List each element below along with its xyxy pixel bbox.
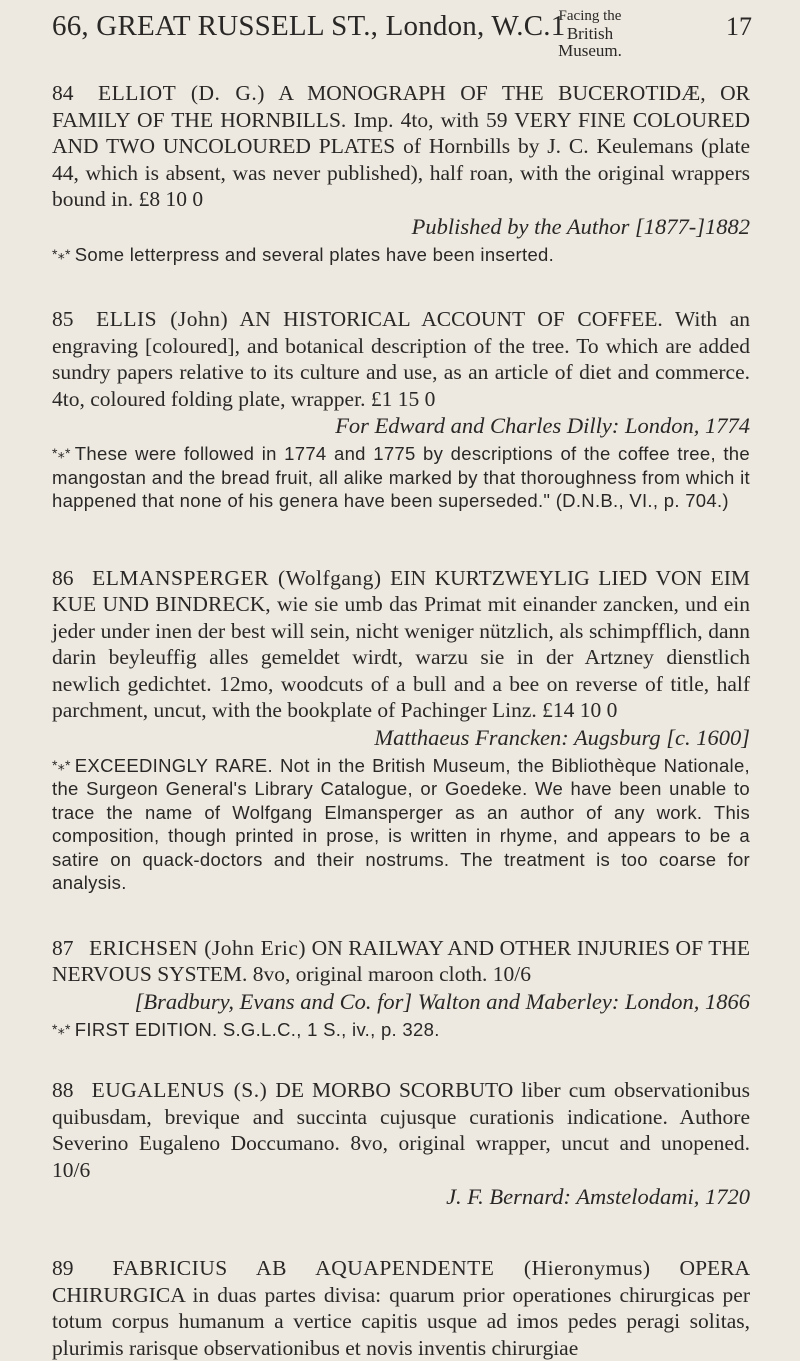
note-marker: *⁎* — [52, 756, 71, 773]
catalogue-entry — [52, 1255, 750, 1361]
entry-number: 86 — [52, 565, 74, 590]
note-marker: *⁎* — [52, 245, 71, 262]
header-address: 66, GREAT RUSSELL ST., London, W.C.1 — [52, 10, 566, 42]
entry-author: ELLIS (John) — [96, 307, 229, 331]
entry-body: AN HISTORICAL ACCOUNT OF COFFEE. With an engraving [coloured], and botanical description of the tree. To which are added sundry papers relative to its culture and use, as an article of diet and commerce. 4to, coloured folding plate, wrapper. £1 15 0 — [52, 307, 751, 411]
entry-imprint: For Edward and Charles Dilly: London, 1774 — [335, 413, 750, 438]
entry-body: DE MORBO SCORBUTO liber cum observationibus quibusdam, brevique and succinta cujusque curationis indicatione. Authore Severino Eugaleno Doccumano. 8vo, original wrapper, uncut and unopened. 10/6 — [52, 1078, 750, 1182]
note-text: EXCEEDINGLY RARE. Not in the British Museum, the Bibliothèque Nationale, the Surgeon General's Library Catalogue, or Goedeke. We have been unable to trace the name of Wolfgang Elmansperger as an author of any work. This composition, though printed in prose, is written in rhyme, and appears to be a satire on quack-doctors and their nostrums. The treatment is too coarse for analysis. — [52, 754, 750, 893]
entry-number: 84 — [52, 81, 74, 105]
catalogue-entry — [52, 1077, 750, 1211]
entry-imprint: Published by the Author [1877-]1882 — [411, 213, 750, 239]
entry-body: OPERA CHIRURGICA in duas partes divisa: quarum prior operationes chirurgicas per totum corpus humanum a vertice capitis usque ad imos pedes peragi solitas, plurimis rarisque observationibus et novis inventis chirurgiae — [52, 1256, 751, 1360]
entry-body: A MONOGRAPH OF THE BUCEROTIDÆ, OR FAMILY OF THE HORNBILLS. Imp. 4to, with 59 VERY FINE COLOURED AND TWO UNCOLOURED PLATES of Hornbills by J. C. Keulemans (plate 44, which is absent, was never published), half roan, with the original wrappers bound in. £8 10 0 — [52, 81, 751, 211]
entry-author: FABRICIUS AB AQUAPENDENTE (Hieronymus) — [112, 1256, 651, 1280]
entry-number: 89 — [52, 1256, 74, 1280]
entry-author: ELLIOT (D. G.) — [98, 81, 265, 105]
entry-author: ELMANSPERGER (Wolfgang) — [92, 565, 382, 590]
entry-number: 88 — [52, 1078, 74, 1102]
entry-note — [52, 442, 750, 513]
catalogue-entry — [52, 306, 750, 513]
page-number: 17 — [726, 12, 752, 41]
note-marker: *⁎* — [52, 1020, 71, 1037]
entry-note — [52, 1018, 750, 1042]
facing-line-2: British Museum. — [558, 24, 622, 60]
entry-imprint: [Bradbury, Evans and Co. for] Walton and Maberley: London, 1866 — [134, 988, 750, 1014]
catalogue-entry — [52, 935, 750, 1042]
header-facing-note — [540, 8, 640, 59]
catalogue-entry — [52, 80, 750, 266]
entry-number: 85 — [52, 307, 74, 331]
entry-note — [52, 243, 750, 267]
entry-body: ON RAILWAY AND OTHER INJURIES OF THE NERVOUS SYSTEM. 8vo, original maroon cloth. 10/6 — [52, 935, 751, 986]
page-header — [0, 0, 800, 80]
note-marker: *⁎* — [52, 445, 71, 461]
entry-imprint: Matthaeus Francken: Augsburg [c. 1600] — [374, 724, 750, 750]
facing-line-1: Facing the — [558, 8, 622, 24]
entry-author: ERICHSEN (John Eric) — [89, 935, 307, 960]
entry-note — [52, 754, 750, 895]
note-text: These were followed in 1774 and 1775 by descriptions of the coffee tree, the mangostan and the bread fruit, all alike marked by that thoroughness from which it happened that none of his genera have been superseded." (D.N.B., VI., p. 704.) — [52, 443, 750, 511]
note-text: Some letterpress and several plates have been inserted. — [74, 243, 555, 265]
catalogue-entry — [52, 565, 750, 895]
note-text: FIRST EDITION. S.G.L.C., 1 S., iv., p. 328. — [74, 1018, 440, 1040]
entry-number: 87 — [52, 935, 74, 960]
entry-imprint: J. F. Bernard: Amstelodami, 1720 — [446, 1184, 750, 1209]
entry-body: EIN KURTZWEYLIG LIED VON EIM KUE UND BINDRECK, wie sie umb das Primat mit einander zancken, und ein jeder under inen der best will sein, nicht weniger nützlich, als schimpfflich, dann darin beyleuffig alles gemeldet wirdt, warzu sie in der Artzney dienstlich newlich gedichtet. 12mo, woodcuts of a bull and a bee on reverse of title, half parchment, uncut, with the bookplate of Pachinger Linz. £14 10 0 — [52, 565, 751, 722]
entry-author: EUGALENUS (S.) — [91, 1078, 268, 1102]
